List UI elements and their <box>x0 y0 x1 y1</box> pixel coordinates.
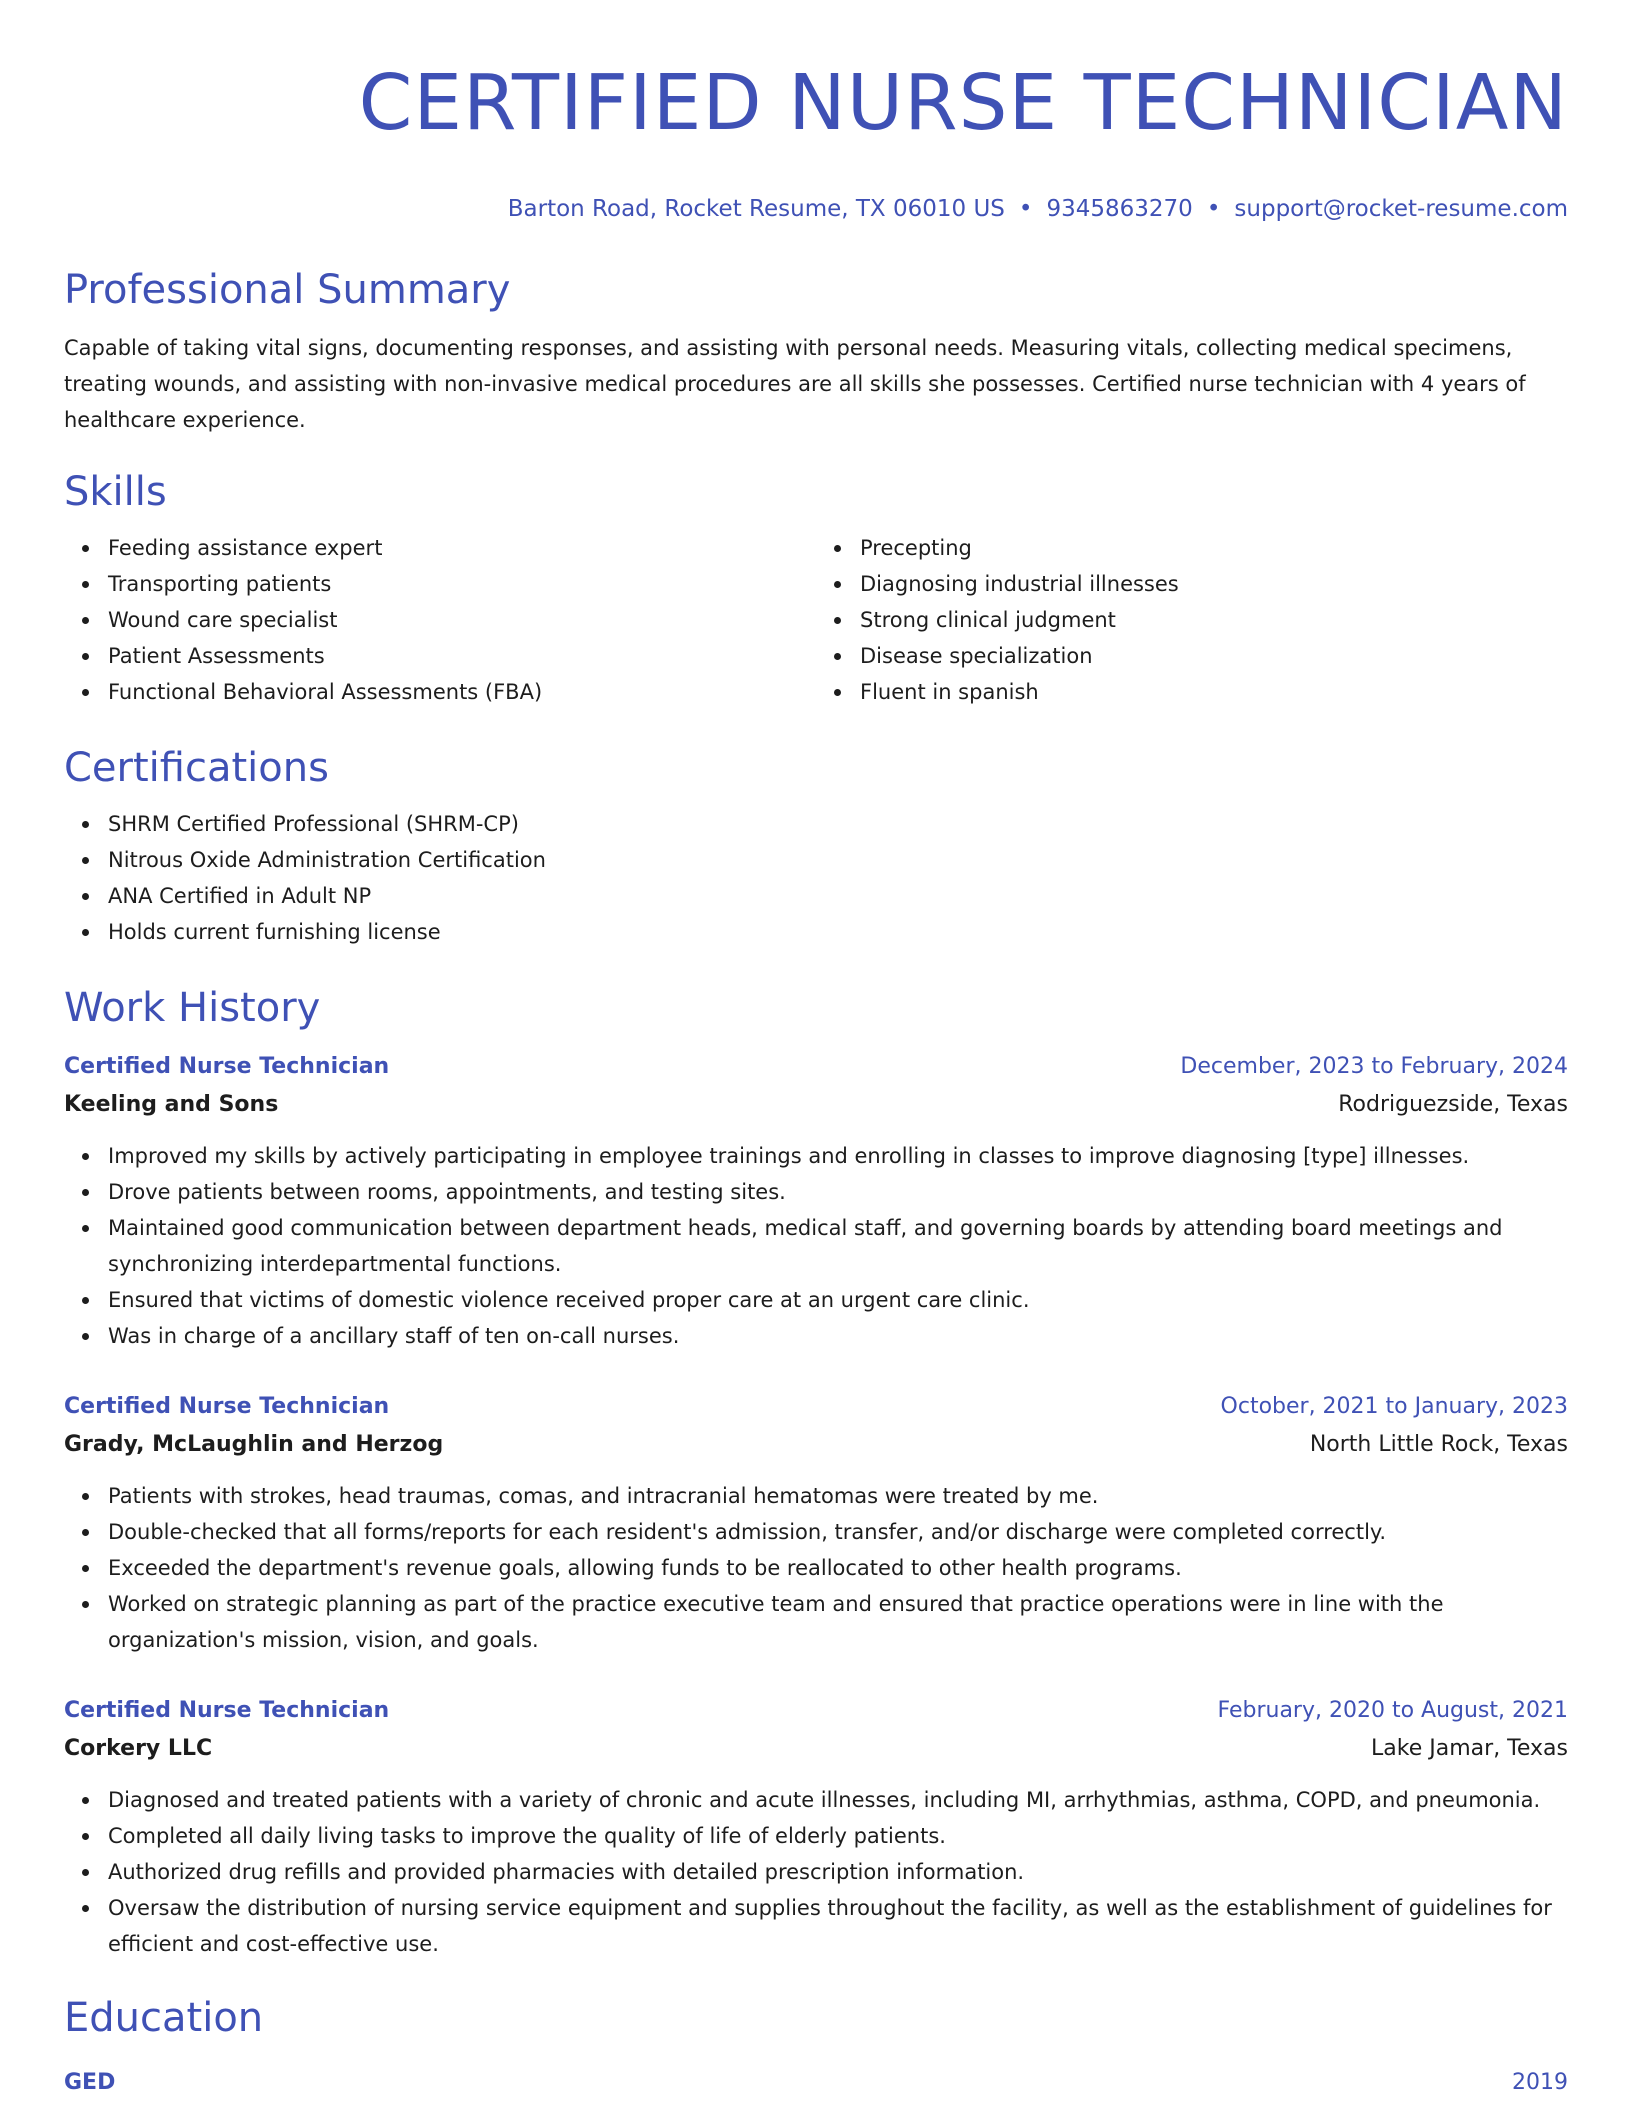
job-dates: February, 2020 to August, 2021 <box>1217 1698 1568 1723</box>
job-entry <box>64 1388 1568 1658</box>
job-bullet: Worked on strategic planning as part of the practice executive team and ensured that practice operations were in line with the organization's mission, vision, and goals. <box>108 1586 1568 1658</box>
job-company-row <box>64 1426 1568 1464</box>
certifications-heading: Certifications <box>64 745 329 791</box>
job-header-row <box>64 1048 1568 1086</box>
job-company: Keeling and Sons <box>64 1092 279 1117</box>
job-title: Certified Nurse Technician <box>64 1394 390 1419</box>
skill-item: Functional Behavioral Assessments (FBA) <box>108 674 816 710</box>
skill-item: Disease specialization <box>860 638 1568 674</box>
job-entry <box>64 1692 1568 1962</box>
job-bullet: Diagnosed and treated patients with a variety of chronic and acute illnesses, including MI, arrhythmias, asthma, COPD, and pneumonia. <box>108 1782 1568 1818</box>
job-bullets <box>64 1478 1568 1658</box>
job-bullet: Completed all daily living tasks to improve the quality of life of elderly patients. <box>108 1818 1568 1854</box>
job-entry <box>64 1048 1568 1354</box>
skill-item: Wound care specialist <box>108 602 816 638</box>
education-degree: GED <box>64 2070 116 2095</box>
skill-item: Precepting <box>860 530 1568 566</box>
summary-heading: Professional Summary <box>64 267 511 313</box>
resume-name: CERTIFIED NURSE TECHNICIAN <box>358 59 1568 148</box>
job-company-row <box>64 1730 1568 1768</box>
job-title: Certified Nurse Technician <box>64 1054 390 1079</box>
job-company: Grady, McLaughlin and Herzog <box>64 1432 444 1457</box>
education-heading: Education <box>64 1995 264 2041</box>
skills-list-left <box>64 530 816 710</box>
resume-page <box>64 0 1568 2100</box>
contact-separator: • <box>1206 196 1221 222</box>
skills-heading: Skills <box>64 469 167 515</box>
contact-phone: 9345863270 <box>1046 196 1193 222</box>
work-history-heading: Work History <box>64 985 321 1031</box>
job-bullet: Double-checked that all forms/reports for each resident's admission, transfer, and/or discharge were completed correctly. <box>108 1514 1568 1550</box>
contact-line <box>64 194 1568 224</box>
contact-email: support@rocket-resume.com <box>1234 196 1568 222</box>
skill-item: Transporting patients <box>108 566 816 602</box>
job-dates: October, 2021 to January, 2023 <box>1220 1394 1568 1419</box>
skill-item: Patient Assessments <box>108 638 816 674</box>
job-bullet: Oversaw the distribution of nursing service equipment and supplies throughout the facility, as well as the establishment of guidelines for efficient and cost-effective use. <box>108 1890 1568 1962</box>
job-header-row <box>64 1692 1568 1730</box>
contact-address: Barton Road, Rocket Resume, TX 06010 US <box>507 196 1005 222</box>
job-location: North Little Rock, Texas <box>1309 1432 1568 1457</box>
certification-item: Holds current furnishing license <box>108 914 1568 950</box>
contact-separator: • <box>1018 196 1033 222</box>
job-location: Rodriguezside, Texas <box>1338 1092 1568 1117</box>
job-bullet: Was in charge of a ancillary staff of ten on-call nurses. <box>108 1318 1568 1354</box>
job-company-row <box>64 1086 1568 1124</box>
job-bullet: Patients with strokes, head traumas, comas, and intracranial hematomas were treated by me. <box>108 1478 1568 1514</box>
job-bullet: Exceeded the department's revenue goals, allowing funds to be reallocated to other health programs. <box>108 1550 1568 1586</box>
skill-item: Strong clinical judgment <box>860 602 1568 638</box>
job-bullet: Maintained good communication between department heads, medical staff, and governing boards by attending board meetings and synchronizing interdepartmental functions. <box>108 1210 1568 1282</box>
education-year: 2019 <box>1512 2070 1568 2095</box>
job-bullet: Improved my skills by actively participating in employee trainings and enrolling in classes to improve diagnosing [type] illnesses. <box>108 1138 1568 1174</box>
skills-columns <box>64 530 1568 710</box>
summary-text: Capable of taking vital signs, documenting responses, and assisting with personal needs. Measuring vitals, collecting medical specimens, treating wounds, and assisting with non-invasive medical procedures are all skills she possesses. Certified nurse technician with 4 years of healthcare experience. <box>64 336 1526 432</box>
certification-item: SHRM Certified Professional (SHRM-CP) <box>108 806 1568 842</box>
certification-item: ANA Certified in Adult NP <box>108 878 1568 914</box>
job-bullets <box>64 1138 1568 1354</box>
job-bullet: Authorized drug refills and provided pharmacies with detailed prescription information. <box>108 1854 1568 1890</box>
job-bullet: Drove patients between rooms, appointments, and testing sites. <box>108 1174 1568 1210</box>
job-location: Lake Jamar, Texas <box>1371 1736 1568 1761</box>
job-bullets <box>64 1782 1568 1962</box>
job-company: Corkery LLC <box>64 1736 213 1761</box>
skill-item: Diagnosing industrial illnesses <box>860 566 1568 602</box>
skill-item: Feeding assistance expert <box>108 530 816 566</box>
job-header-row <box>64 1388 1568 1426</box>
education-row <box>64 2066 1568 2100</box>
certification-item: Nitrous Oxide Administration Certification <box>108 842 1568 878</box>
skill-item: Fluent in spanish <box>860 674 1568 710</box>
job-dates: December, 2023 to February, 2024 <box>1180 1054 1568 1079</box>
job-title: Certified Nurse Technician <box>64 1698 390 1723</box>
job-bullet: Ensured that victims of domestic violence received proper care at an urgent care clinic. <box>108 1282 1568 1318</box>
certifications-list <box>64 806 1568 950</box>
skills-list-right <box>816 530 1568 710</box>
